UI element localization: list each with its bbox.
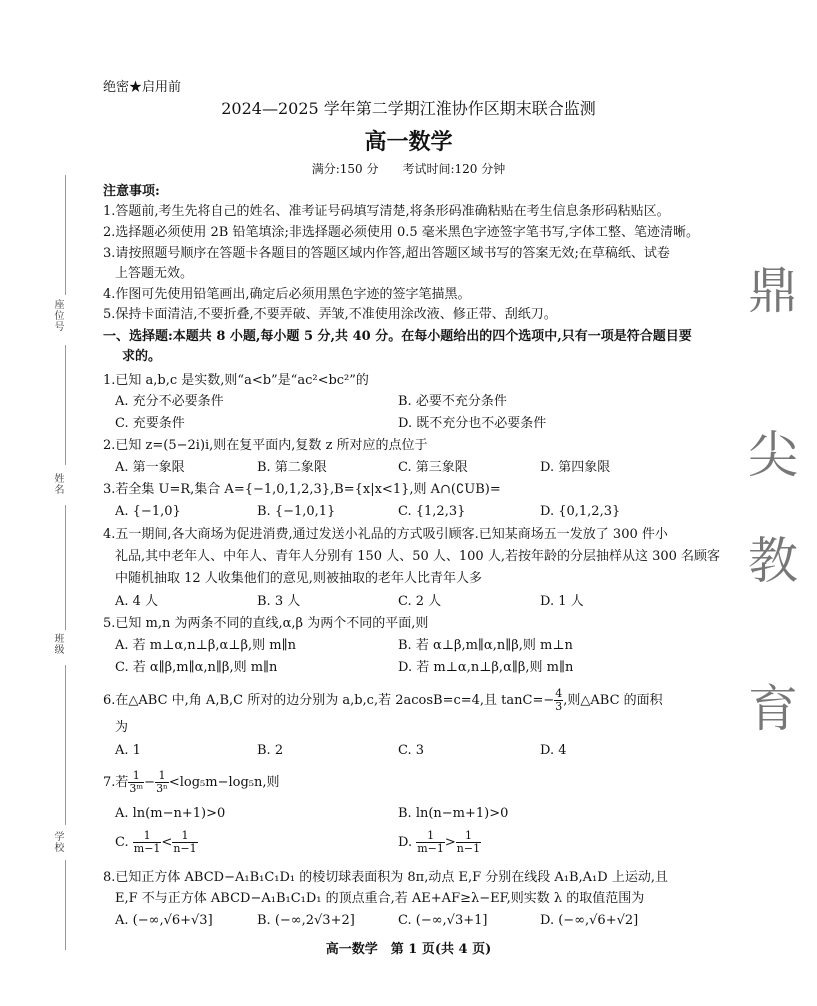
section-heading: 一、选择题:本题共 8 小题,每小题 5 分,共 40 分。在每小题给出的四个选项中,只有一项是符合题目要 <box>103 329 692 344</box>
option-b: B. 3 人 <box>257 594 301 609</box>
q6-text-b: ,则△ABC 的面积 <box>563 693 663 708</box>
option-c: C. 2 人 <box>398 594 442 609</box>
option-d: D. (−∞,√6+√2] <box>540 913 639 928</box>
option-c: C. (−∞,√3+1] <box>398 913 488 928</box>
notice-item: 1.答题前,考生先将自己的姓名、准考证号码填写清楚,将条形码准确粘贴在考生信息条形码粘贴区。 <box>103 204 670 219</box>
option-c: C. $\frac{1}{m-1}$ < $\frac{1}{n-1}$ <box>115 829 197 855</box>
question-stem <box>103 688 663 713</box>
question-stem: 5.已知 m,n 为两条不同的直线,α,β 为两个不同的平面,则 <box>103 616 429 631</box>
name-label: 姓名 <box>54 474 65 496</box>
option-a: A. 充分不必要条件 <box>115 394 224 409</box>
option-c: C. 3 <box>398 743 425 758</box>
fraction: $\frac{1}{m-1}$ <box>417 829 444 855</box>
binding-line <box>65 860 66 950</box>
question-stem-cont: E,F 不与正方体 ABCD−A₁B₁C₁D₁ 的顶点重合,若 AE+AF≥λ−EF,则实数 λ 的取值范围为 <box>115 891 645 906</box>
exam-meta: 满分:150 分 考试时间:120 分钟 <box>311 162 506 176</box>
fraction: $\frac{1}{\text{3ᵐ}}$ <box>129 769 144 795</box>
option-b: B. 第二象限 <box>257 460 327 475</box>
class-label: 班级 <box>54 634 65 656</box>
question-stem-cont: 中随机抽取 12 人收集他们的意见,则被抽取的老年人比青年人多 <box>115 571 482 586</box>
subject-title: 高一数学 <box>364 129 453 155</box>
notice-item: 2.选择题必须使用 2B 铅笔填涂;非选择题必须使用 0.5 毫米黑色字迹签字笔书写,字体工整、笔迹清晰。 <box>103 225 699 240</box>
binding-line <box>65 175 66 295</box>
notice-item: 5.保持卡面清洁,不要折叠,不要弄破、弄皱,不准使用涂改液、修正带、刮纸刀。 <box>103 307 557 322</box>
option-d: D. 若 m⊥α,n⊥β,α∥β,则 m∥n <box>398 660 574 675</box>
question-stem: 1.已知 a,b,c 是实数,则“a<b”是“ac²<bc²”的 <box>103 373 369 388</box>
option-a: A. 若 m⊥α,n⊥β,α⊥β,则 m∥n <box>115 638 296 653</box>
notice-item: 3.请按照题号顺序在答题卡各题目的答题区域内作答,超出答题区域书写的答案无效;在草稿纸、试卷 <box>103 246 670 261</box>
option-b: B. (−∞,2√3+2] <box>257 913 355 928</box>
option-d: D. 4 <box>540 743 567 758</box>
fraction: $\frac{1}{m-1}$ <box>133 829 161 855</box>
binding-line <box>65 505 66 630</box>
option-a: A. 1 <box>115 743 141 758</box>
question-stem: 4.五一期间,各大商场为促进消费,通过发送小礼品的方式吸引顾客.已知某商场五一发放了 300 件小 <box>103 527 668 542</box>
option-d: D. {0,1,2,3} <box>540 504 621 519</box>
option-a: A. 4 人 <box>115 594 159 609</box>
option-b: B. {−1,0,1} <box>257 504 336 519</box>
option-d: D. 1 人 <box>540 594 584 609</box>
option-b: B. 必要不充分条件 <box>398 394 507 409</box>
watermark-char: 教 <box>748 532 798 590</box>
watermark-char: 尖 <box>748 426 798 484</box>
watermark-char: 鼎 <box>748 262 798 320</box>
option-a: A. 第一象限 <box>115 460 185 475</box>
option-d: D. $\frac{1}{m-1}$ > $\frac{1}{n-1}$ <box>398 829 481 855</box>
section-heading-cont: 求的。 <box>122 349 162 364</box>
option-b: B. 2 <box>257 743 284 758</box>
notice-item: 4.作图可先使用铅笔画出,确定后必须用黑色字迹的签字笔描黑。 <box>103 287 471 302</box>
question-stem-cont: 为 <box>115 720 129 735</box>
option-c: C. {1,2,3} <box>398 504 466 519</box>
question-stem: 8.已知正方体 ABCD−A₁B₁C₁D₁ 的棱切球表面积为 8π,动点 E,F 分别在线段 A₁B,A₁D 上运动,且 <box>103 870 668 885</box>
option-c: C. 充要条件 <box>115 416 185 431</box>
option-b: B. ln(n−m+1)>0 <box>398 806 509 821</box>
option-c: C. 第三象限 <box>398 460 468 475</box>
school-label: 学校 <box>54 832 65 854</box>
option-b: B. 若 α⊥β,m∥α,n∥β,则 m⊥n <box>398 638 573 653</box>
option-a: A. ln(m−n+1)>0 <box>115 806 226 821</box>
question-stem: 3.若全集 U=R,集合 A={−1,0,1,2,3},B={x|x<1},则 A∩(∁UB)= <box>103 482 501 497</box>
watermark-char: 育 <box>748 680 798 738</box>
fraction: $\frac{4}{3}$ <box>555 687 563 713</box>
question-stem-cont: 礼品,其中老年人、中年人、青年人分别有 150 人、50 人、100 人,若按年龄的分层抽样从这 300 名顾客 <box>115 549 721 564</box>
option-a: A. {−1,0} <box>115 504 181 519</box>
notice-heading: 注意事项: <box>103 184 160 199</box>
fraction: $\frac{1}{n-1}$ <box>456 829 481 855</box>
question-stem: 7.若 $\frac{1}{\text{3ᵐ}}$ − $\frac{1}{\text{3ⁿ}}$ <log₅m−log₅n,则 <box>103 769 280 795</box>
q6-text-a: 6.在△ABC 中,角 A,B,C 所对的边分别为 a,b,c,若 2acosB=c=4,且 tanC=− <box>103 693 555 708</box>
option-c: C. 若 α∥β,m∥α,n∥β,则 m∥n <box>115 660 278 675</box>
question-stem: 2.已知 z=(5−2i)i,则在复平面内,复数 z 所对应的点位于 <box>103 438 428 453</box>
notice-item: 上答题无效。 <box>115 266 194 281</box>
page-footer: 高一数学 第 1 页(共 4 页) <box>325 942 492 957</box>
confidential-mark: 绝密★启用前 <box>103 80 182 95</box>
option-d: D. 既不充分也不必要条件 <box>398 416 547 431</box>
binding-line <box>65 345 66 465</box>
exam-title: 2024—2025 学年第二学期江淮协作区期末联合监测 <box>221 99 596 118</box>
fraction: $\frac{1}{n-1}$ <box>173 829 197 855</box>
fraction: $\frac{1}{\text{3ⁿ}}$ <box>156 769 168 795</box>
binding-line <box>65 665 66 825</box>
option-d: D. 第四象限 <box>540 460 611 475</box>
seat-number-label: 座位号 <box>54 300 65 333</box>
option-a: A. (−∞,√6+√3] <box>115 913 213 928</box>
